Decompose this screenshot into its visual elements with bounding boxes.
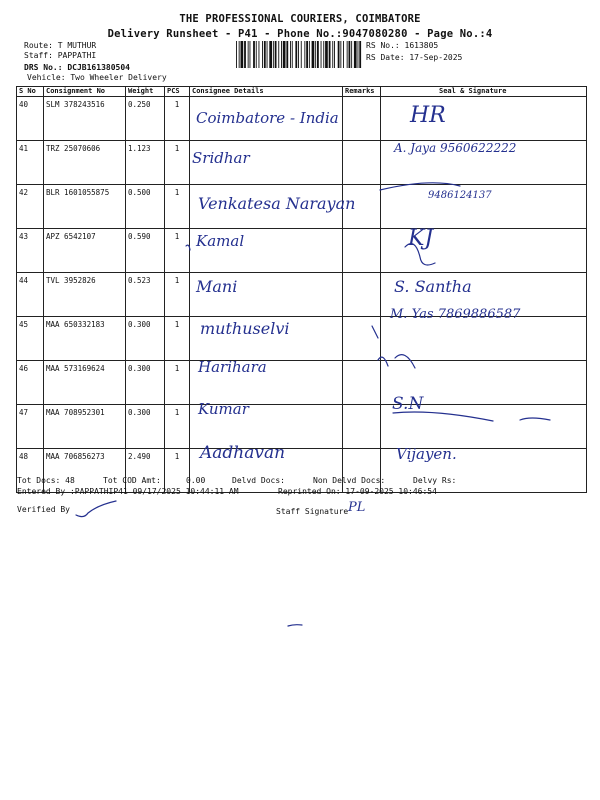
signature-handwriting: S.N — [392, 393, 424, 414]
cell-consignment: BLR 1601055875 — [44, 185, 126, 229]
consignee-handwriting: Aadhavan — [200, 443, 286, 463]
cell-pcs: 1 — [165, 185, 190, 229]
cell-sno: 43 — [17, 229, 44, 273]
cell-remarks — [343, 97, 381, 141]
consignee-handwriting: Kamal — [196, 231, 245, 250]
cell-weight: 0.300 — [126, 361, 165, 405]
non-delivered-docs: Non Delvd Docs: — [313, 476, 386, 485]
cell-remarks — [343, 405, 381, 449]
signature-handwriting: A. Jaya 9560622222 — [394, 140, 517, 155]
cell-remarks — [343, 273, 381, 317]
cell-weight: 0.250 — [126, 97, 165, 141]
barcode-image — [236, 41, 362, 68]
signature-handwriting: Vijayen. — [396, 445, 457, 463]
consignee-handwriting: Sridhar — [192, 148, 250, 167]
cell-weight: 0.590 — [126, 229, 165, 273]
cell-remarks — [343, 317, 381, 361]
cell-signature — [381, 317, 587, 361]
cell-pcs: 1 — [165, 141, 190, 185]
cell-consignment: SLM 378243516 — [44, 97, 126, 141]
col-signature: Seal & Signature — [381, 87, 587, 97]
cell-weight: 0.300 — [126, 317, 165, 361]
reprinted-on: Reprinted On: 17-09-2025 10:46:54 — [278, 487, 437, 496]
cell-remarks — [343, 229, 381, 273]
consignee-handwriting: Coimbatore - India — [196, 109, 339, 127]
cell-consignment: APZ 6542107 — [44, 229, 126, 273]
signature-handwriting: KJ — [408, 225, 434, 251]
cell-sno: 47 — [17, 405, 44, 449]
consignee-handwriting: muthuselvi — [200, 318, 290, 338]
col-pcs: PCS — [165, 87, 190, 97]
cell-pcs: 1 — [165, 449, 190, 493]
cell-weight: 0.500 — [126, 185, 165, 229]
rs-number: RS No.: 1613805 — [366, 41, 439, 50]
staff-label: Staff: PAPPATHI — [24, 51, 97, 60]
table-row — [17, 405, 587, 449]
verified-by: Verified By — [17, 505, 70, 514]
signature-handwriting: HR — [410, 103, 446, 128]
cell-remarks — [343, 141, 381, 185]
runsheet-subtitle: Delivery Runsheet - P41 - Phone No.:9047080280 - Page No.:4 — [107, 28, 493, 40]
drs-number: DRS No.: DCJB161380504 — [24, 63, 130, 72]
signature-handwriting: 9486124137 — [428, 190, 492, 201]
consignee-handwriting: Kumar — [198, 399, 249, 418]
consignee-handwriting: Mani — [196, 277, 238, 296]
cell-weight: 0.523 — [126, 273, 165, 317]
cell-pcs: 1 — [165, 317, 190, 361]
col-consignment: Consignment No — [44, 87, 126, 97]
cell-consignment: MAA 650332183 — [44, 317, 126, 361]
signature-handwriting: S. Santha — [394, 277, 472, 296]
cell-sno: 40 — [17, 97, 44, 141]
cell-weight: 2.490 — [126, 449, 165, 493]
cell-pcs: 1 — [165, 361, 190, 405]
table-row — [17, 229, 587, 273]
col-remarks: Remarks — [343, 87, 381, 97]
col-sno: S No — [17, 87, 44, 97]
cell-sno: 44 — [17, 273, 44, 317]
cell-sno: 42 — [17, 185, 44, 229]
cell-sno: 48 — [17, 449, 44, 493]
delivered-docs: Delvd Docs: — [232, 476, 285, 485]
table-row — [17, 361, 587, 405]
cell-sno: 41 — [17, 141, 44, 185]
total-cod-label: Tot COD Amt: — [103, 476, 161, 485]
company-title: THE PROFESSIONAL COURIERS, COIMBATORE — [179, 13, 421, 25]
cell-consignment: MAA 573169624 — [44, 361, 126, 405]
signature-handwriting: M. Yas 7869886587 — [390, 306, 521, 322]
total-cod-amount: 0.00 — [186, 476, 206, 485]
cell-remarks — [343, 361, 381, 405]
cell-pcs: 1 — [165, 97, 190, 141]
cell-sno: 45 — [17, 317, 44, 361]
cell-pcs: 1 — [165, 273, 190, 317]
rs-date: RS Date: 17-Sep-2025 — [366, 53, 463, 62]
cell-consignment: TVL 3952826 — [44, 273, 126, 317]
staff-signature-label: Staff Signature — [276, 507, 349, 516]
table-row — [17, 449, 587, 493]
cell-weight: 1.123 — [126, 141, 165, 185]
vehicle-label: Vehicle: Two Wheeler Delivery — [27, 73, 167, 82]
consignee-handwriting: Harihara — [198, 358, 267, 376]
entered-by: Entered By :PAPPATHIP41 09/17/2025 10:44:11 AM — [17, 487, 239, 496]
delivery-rs: Delvy Rs: — [413, 476, 457, 485]
cell-pcs: 1 — [165, 405, 190, 449]
table-row — [17, 317, 587, 361]
col-consignee: Consignee Details — [190, 87, 343, 97]
cell-sno: 46 — [17, 361, 44, 405]
cell-consignment: MAA 706856273 — [44, 449, 126, 493]
total-docs: Tot Docs: 48 — [17, 476, 75, 485]
staff-signature-mark: PL — [348, 500, 366, 515]
cell-consignment: MAA 708952301 — [44, 405, 126, 449]
verified-mark — [76, 501, 116, 517]
col-weight: Weight — [126, 87, 165, 97]
cell-pcs: 1 — [165, 229, 190, 273]
consignee-handwriting: Venkatesa Narayan — [198, 194, 356, 213]
cell-weight: 0.300 — [126, 405, 165, 449]
cell-consignment: TRZ 25070606 — [44, 141, 126, 185]
route-label: Route: T MUTHUR — [24, 41, 97, 50]
